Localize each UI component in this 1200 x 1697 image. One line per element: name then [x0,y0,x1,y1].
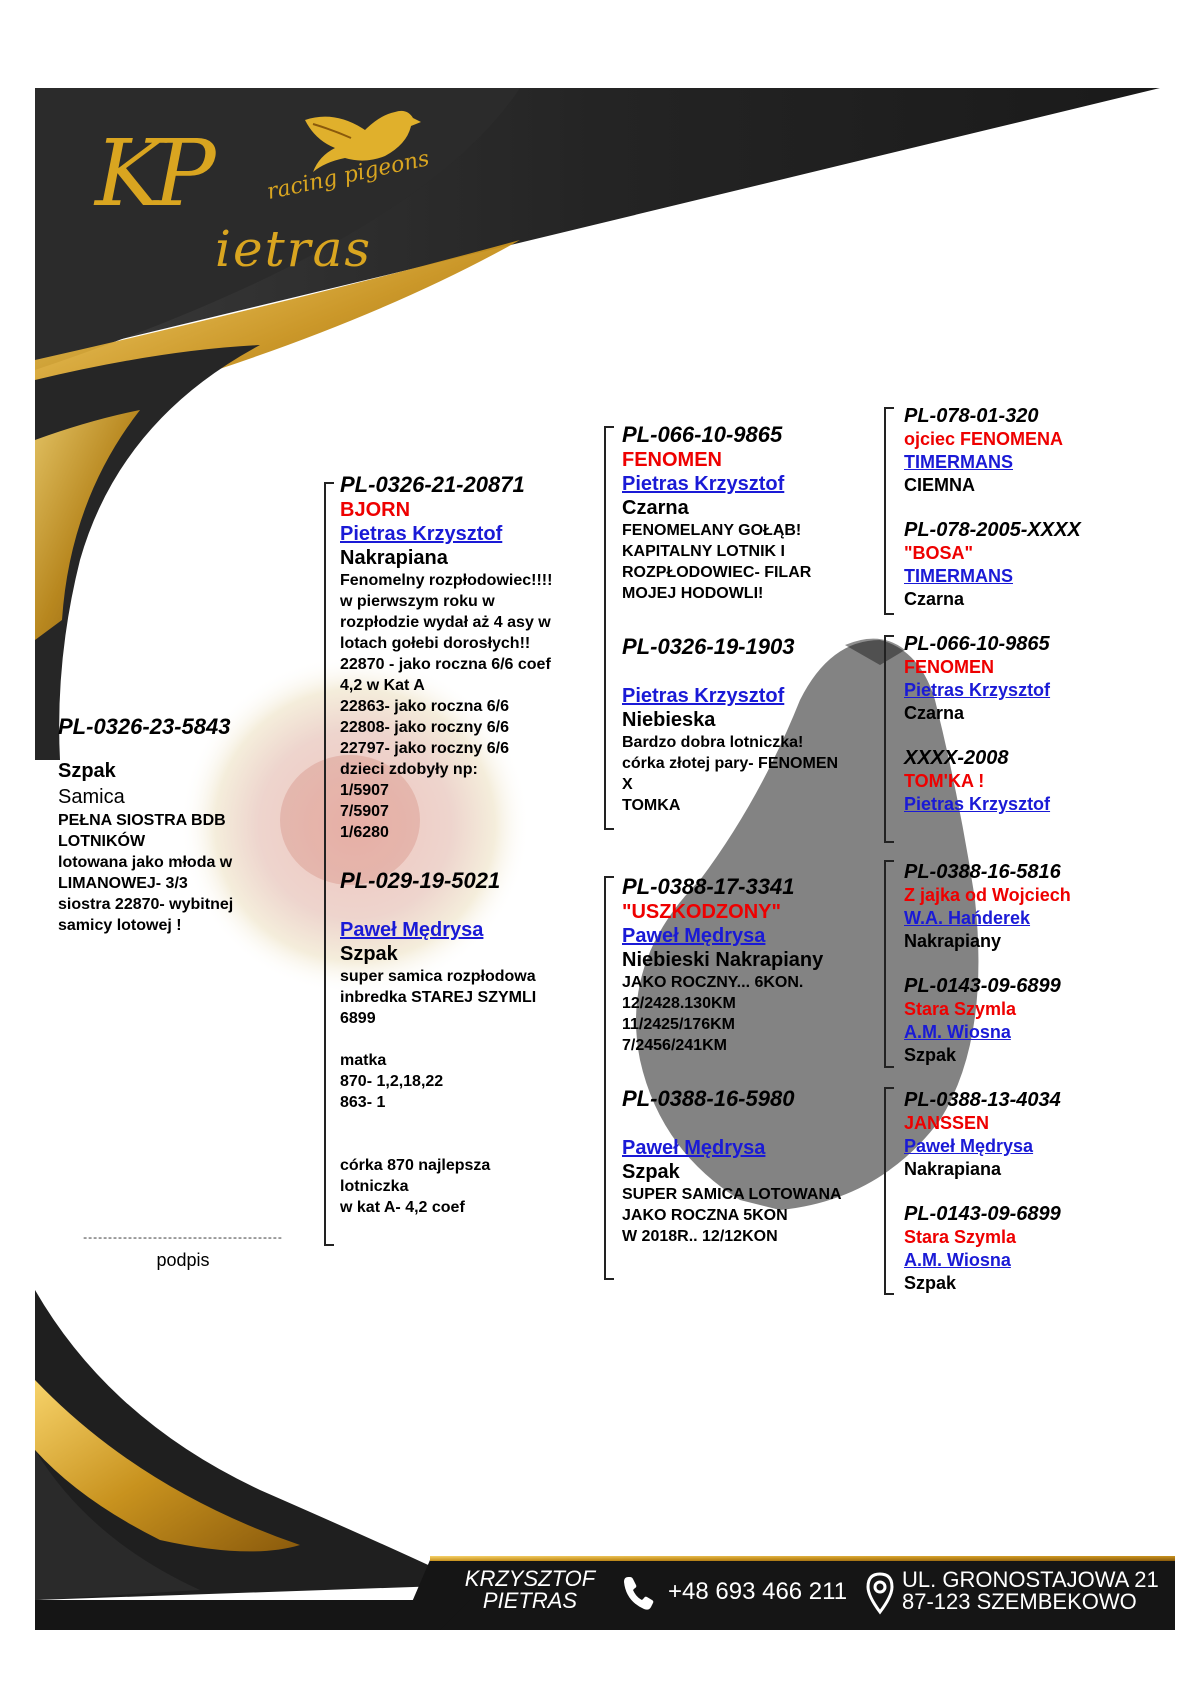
subject-color: Szpak [58,760,116,782]
great-grandparent-block [904,518,1144,611]
dam-ring: PL-029-19-5021 [340,868,501,893]
dam-description: super samica rozpłodowa inbredka STAREJ SZYMLI 6899 matka 870- 1,2,18,22 863- 1 córka 870 najlepsza lotniczka w kat A- 4,2 coef [340,968,537,1216]
footer-address [902,1569,1159,1613]
ggp-name: "BOSA" [904,543,974,563]
grandparent-owner-link[interactable]: Paweł Mędrysa [622,925,766,947]
ggp-ring: PL-0388-16-5816 [904,861,1061,883]
ggp-name: Stara Szymla [904,999,1017,1019]
grandparent-name [622,660,884,684]
sire-name: BJORN [340,499,411,521]
signature-line: ---------------------------------------- [83,1230,283,1244]
ggp-color: Czarna [904,703,965,723]
ggp-owner-link[interactable]: TIMERMANS [904,452,1013,472]
footer-address-line2: 87-123 SZEMBEKOWO [902,1589,1137,1614]
ggp-bracket-2 [884,635,894,843]
dam-color: Szpak [340,943,398,965]
ggp-name: FENOMEN [904,657,994,677]
grandparent-owner-link[interactable]: Pietras Krzysztof [622,473,785,495]
ggp-color: Szpak [904,1045,957,1065]
signature-label: podpis [156,1250,210,1270]
grandparent-owner-link[interactable]: Pietras Krzysztof [622,685,785,707]
ggp-ring: PL-066-10-9865 [904,633,1050,655]
grandparent-color: Czarna [622,497,689,519]
grandparent-color: Szpak [622,1161,680,1183]
sire-color: Nakrapiana [340,547,448,569]
grandparent-description: FENOMELANY GOŁĄB! KAPITALNY LOTNIK I ROZPŁODOWIEC- FILAR MOJEJ HODOWLI! [622,522,812,602]
ggp-ring: PL-0143-09-6899 [904,1203,1061,1225]
footer-name-line1: KRZYSZTOF [464,1566,596,1591]
sire-ring: PL-0326-21-20871 [340,472,525,497]
ggp-color: Szpak [904,1273,957,1293]
sire-block [340,472,595,843]
ggp-owner-link[interactable]: Pietras Krzysztof [904,794,1051,814]
grandparent-block [622,874,884,1056]
grandparent-ring: PL-0326-19-1903 [622,634,795,659]
great-grandparent-block [904,632,1144,725]
subject-sex: Samica [58,786,125,808]
grandparent-ring: PL-0388-17-3341 [622,874,795,899]
ggp-color: Nakrapiany [904,931,1002,951]
grandparent-description: SUPER SAMICA LOTOWANA JAKO ROCZNA 5KON W 2018R.. 12/12KON [622,1186,842,1245]
dam-block [340,868,595,1218]
ggp-bracket-4 [884,1087,894,1295]
ggp-bracket-1 [884,407,894,615]
ggp-owner-link[interactable]: Pietras Krzysztof [904,680,1051,700]
grandparent-name [622,1112,884,1136]
subject-ring: PL-0326-23-5843 [58,714,231,739]
ggp-owner-link[interactable]: A.M. Wiosna [904,1022,1011,1042]
footer-name-line2: PIETRAS [482,1588,578,1613]
great-grandparent-block [904,1088,1144,1181]
brand-logo [95,100,435,300]
grandparent-owner-link[interactable]: Paweł Mędrysa [622,1137,766,1159]
logo-tagline: racing pigeons [264,146,432,205]
sire-owner-link[interactable]: Pietras Krzysztof [340,523,503,545]
grandparent-description: JAKO ROCZNY... 6KON. 12/2428.130KM 11/2425/176KM 7/2456/241KM [622,974,804,1054]
grandparent-ring: PL-0388-16-5980 [622,1086,795,1111]
grandparent-description: Bardzo dobra lotniczka! córka złotej pary- FENOMEN X TOMKA [622,734,839,814]
ggp-ring: PL-078-01-320 [904,405,1039,427]
ggp-color: Czarna [904,589,965,609]
grandparent-color: Niebieski Nakrapiany [622,949,824,971]
subject-description: PEŁNA SIOSTRA BDB LOTNIKÓW lotowana jako młoda w LIMANOWEJ- 3/3 siostra 22870- wybitnej samicy lotowej ! [58,812,234,934]
ggp-owner-link[interactable]: W.A. Hańderek [904,908,1031,928]
ggp-owner-link[interactable]: TIMERMANS [904,566,1013,586]
sire-description: Fenomelny rozpłodowiec!!!! w pierwszym roku w rozpłodzie wydał aż 4 asy w lotach gołebi dorosłych!! 22870 - jako roczna 6/6 coef 4,2 w Kat A 22863- jako roczna 6/6 22808- jako roczny 6/6 22797- jako roczny 6/6 dzieci zdobyły np: 1/5907 7/5907 1/6280 [340,572,553,841]
footer-phone[interactable]: +48 693 466 211 [668,1578,848,1605]
ggp-color: CIEMNA [904,475,975,495]
signature-block [68,1230,298,1271]
great-grandparent-block [904,1202,1144,1295]
dam-name [340,894,595,918]
parents-bracket [324,482,334,1246]
ggp-name: TOM'KA ! [904,771,985,791]
grandparent-block [622,1086,884,1247]
logo-name: ietras [215,220,373,278]
grandparent-name: FENOMEN [622,449,722,471]
great-grandparent-block [904,746,1144,816]
grandparent-ring: PL-066-10-9865 [622,422,783,447]
footer-name [455,1568,605,1612]
ggp-ring: PL-0143-09-6899 [904,975,1061,997]
subject-block [58,714,298,936]
ggp-owner-link[interactable]: Paweł Mędrysa [904,1136,1034,1156]
great-grandparent-block [904,404,1144,497]
ggp-name: JANSSEN [904,1113,990,1133]
ggp-owner-link[interactable]: A.M. Wiosna [904,1250,1011,1270]
sire-parents-bracket [604,426,614,830]
grandparent-block [622,422,884,604]
dam-owner-link[interactable]: Paweł Mędrysa [340,919,484,941]
great-grandparent-block [904,974,1144,1067]
ggp-name: ojciec FENOMENA [904,429,1064,449]
ggp-name: Stara Szymla [904,1227,1017,1247]
grandparent-color: Niebieska [622,709,716,731]
footer-address-line1: UL. GRONOSTAJOWA 21 [902,1567,1159,1592]
ggp-color: Nakrapiana [904,1159,1002,1179]
ggp-name: Z jajka od Wojciech [904,885,1071,905]
ggp-ring: XXXX-2008 [904,747,1009,769]
grandparent-name: "USZKODZONY" [622,901,781,923]
ggp-ring: PL-0388-13-4034 [904,1089,1061,1111]
ggp-ring: PL-078-2005-XXXX [904,519,1081,541]
dam-parents-bracket [604,876,614,1280]
ggp-bracket-3 [884,860,894,1068]
great-grandparent-block [904,860,1144,953]
logo-initials: KP [95,120,206,227]
grandparent-block [622,634,884,816]
